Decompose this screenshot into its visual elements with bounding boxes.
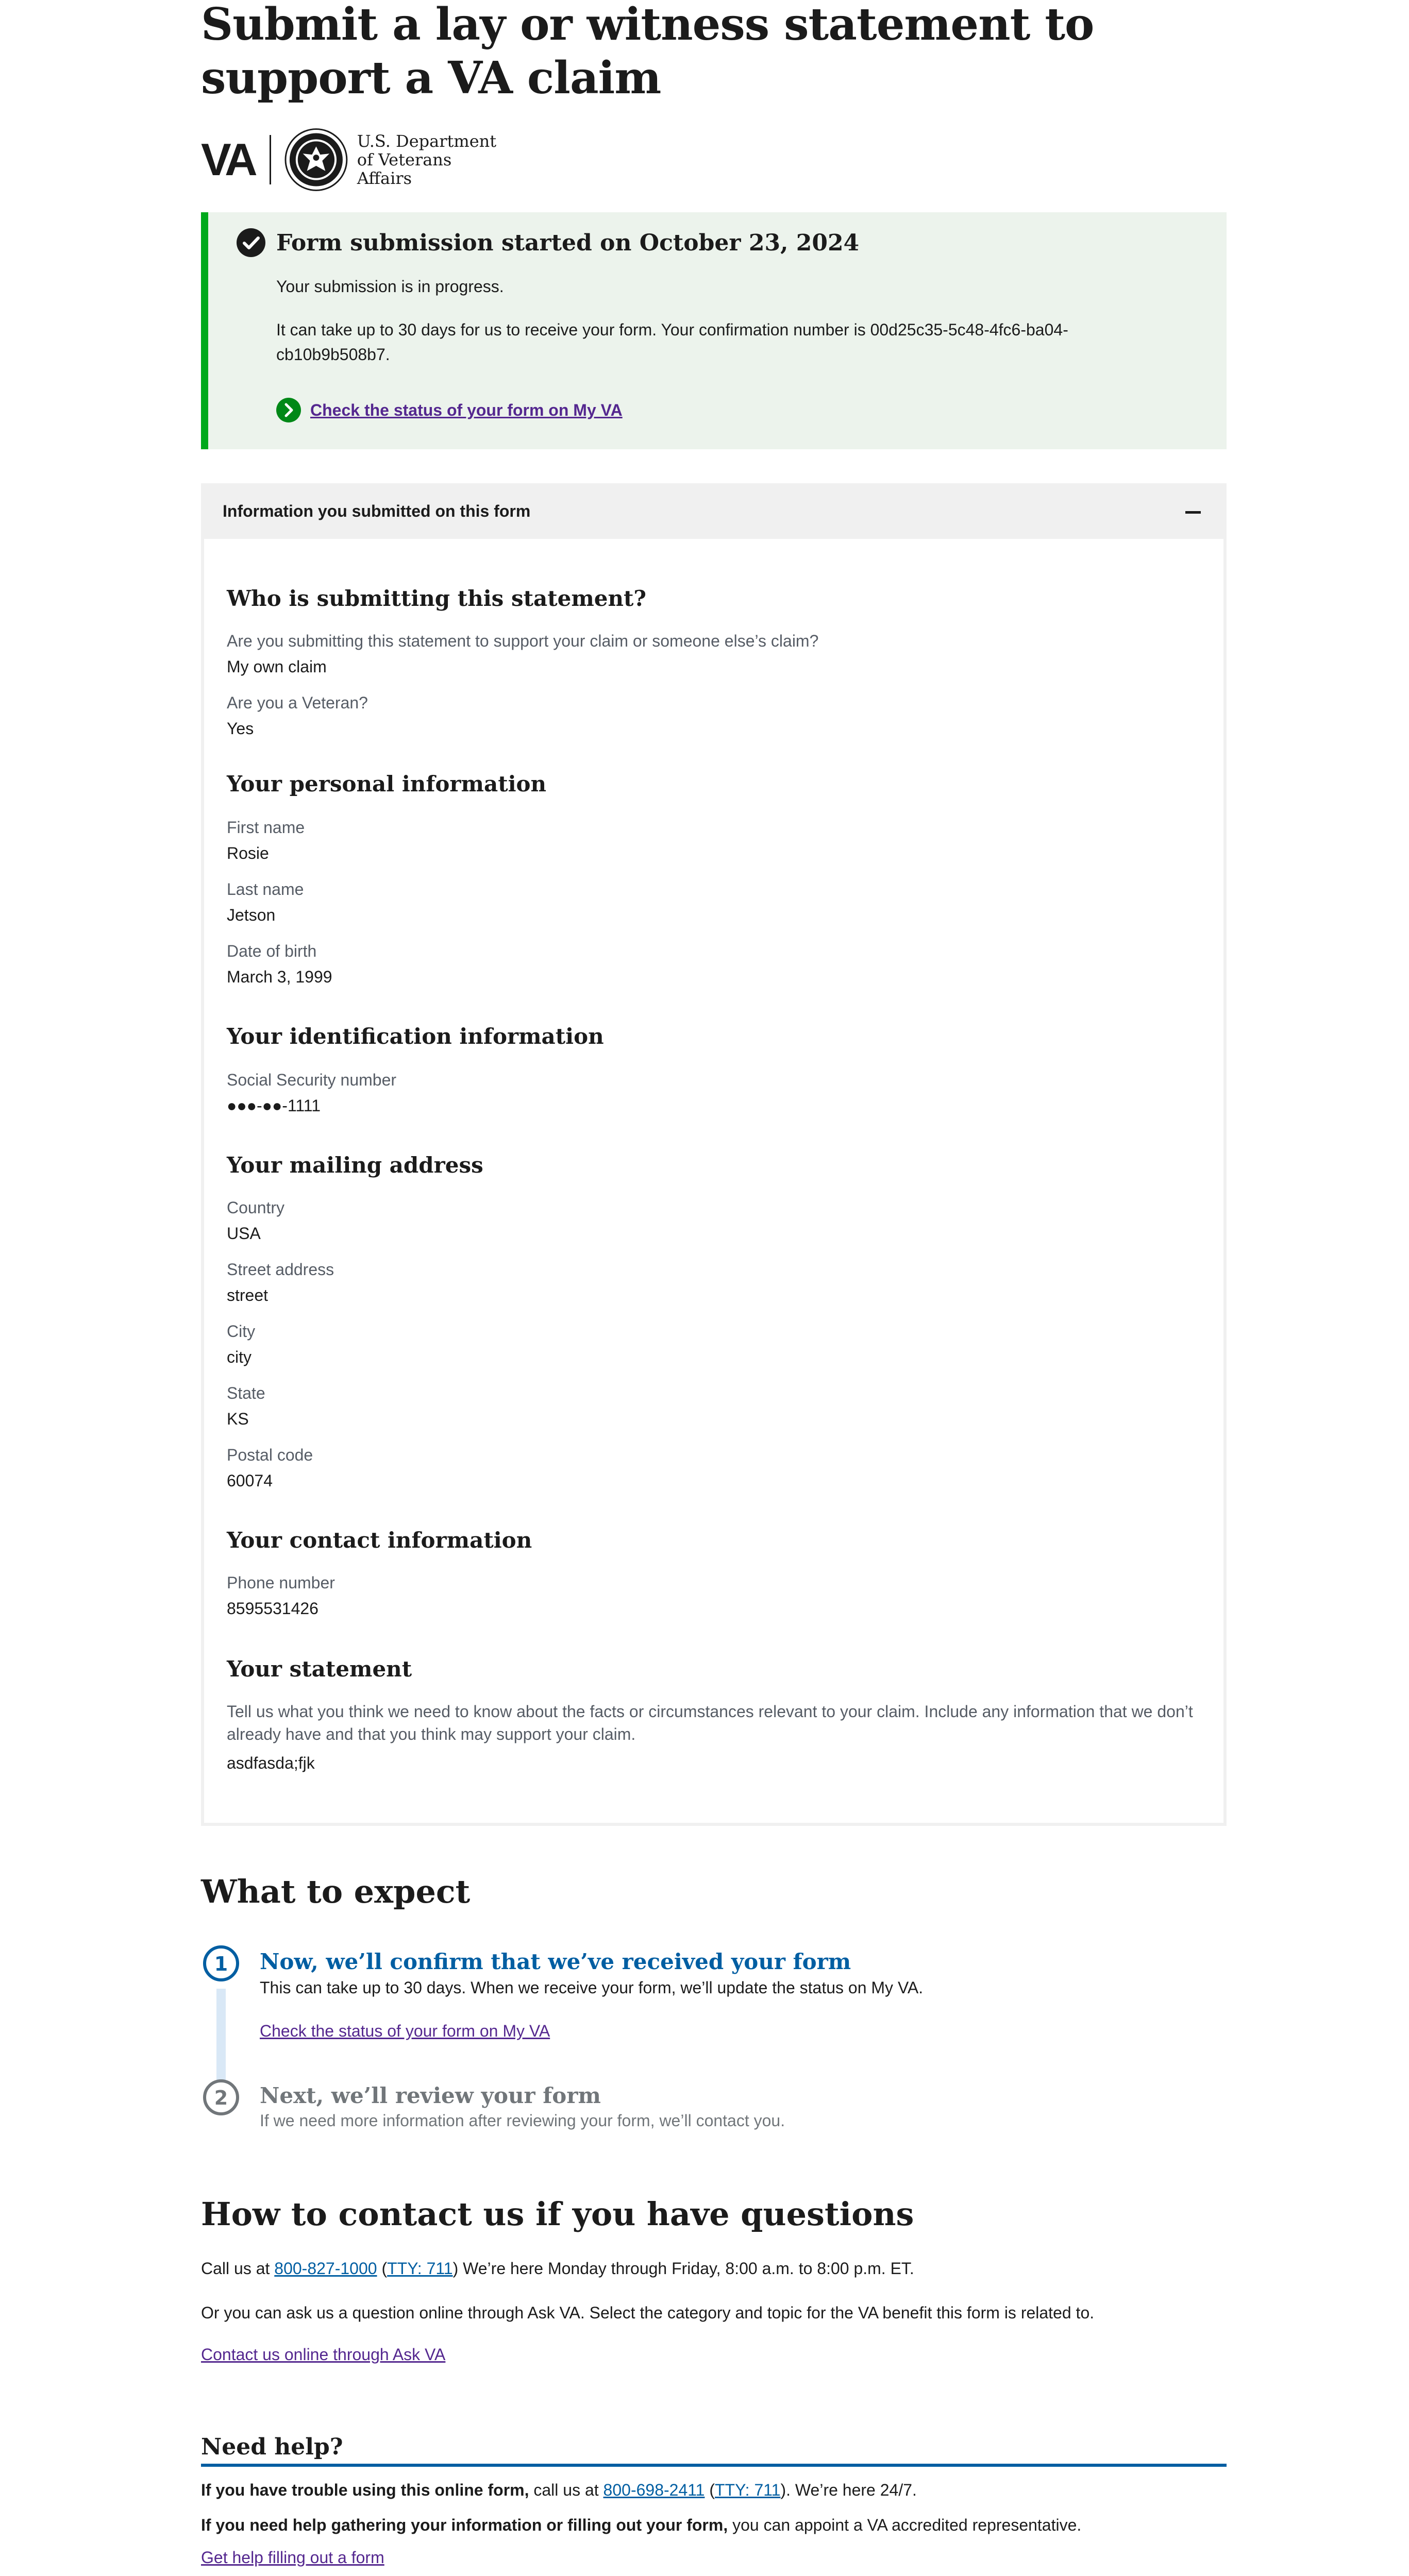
who-question-2: Are you a Veteran? (227, 693, 368, 712)
check-status-link[interactable]: Check the status of your form on My VA (310, 400, 623, 419)
arrow-right-circle-icon (276, 398, 301, 422)
step-1-number: 1 (203, 1945, 239, 1981)
section-contact-heading: Your contact information (227, 1528, 532, 1553)
dept-name (357, 132, 510, 188)
va-logo-mark: VA (201, 134, 255, 185)
va-seal-icon (284, 128, 348, 192)
street-label: Street address (227, 1260, 334, 1279)
rep-bold: If you need help gathering your information or filling out your form, (201, 2516, 728, 2534)
ask-va-link[interactable]: Contact us online through Ask VA (201, 2345, 446, 2364)
dob-value: March 3, 1999 (227, 968, 332, 986)
postal-label: Postal code (227, 1446, 313, 1464)
submitted-info-accordion (201, 483, 1227, 1826)
call-hours: We’re here Monday through Friday, 8:00 a.m. to 8:00 p.m. ET. (458, 2259, 914, 2278)
what-to-expect-heading: What to expect (201, 1873, 471, 1910)
last-name-value: Jetson (227, 906, 276, 924)
need-help-call-line: If you have trouble using this online form, call us at 800-698-2411 (TTY: 711). We’re here 24/7. (201, 2481, 917, 2499)
statement-value: asdfasda;fjk (227, 1754, 315, 1772)
section-statement-heading: Your statement (227, 1656, 412, 1682)
success-alert (201, 212, 1227, 449)
who-answer-1: My own claim (227, 657, 327, 676)
accordion-header[interactable] (204, 486, 1223, 539)
need-help-heading: Need help? (201, 2434, 343, 2460)
rep-rest: you can appoint a VA accredited representative. (728, 2516, 1082, 2534)
section-personal-heading: Your personal information (227, 771, 547, 796)
alert-heading: Form submission started on October 23, 2024 (276, 230, 860, 256)
last-name-label: Last name (227, 880, 304, 899)
need-help-rep-line (201, 2513, 1227, 2537)
alert-details: It can take up to 30 days for us to receive your form. Your confirmation number is 00d25c35-5c48-4fc6-ba04-cb10b9b508b7. (276, 320, 1068, 364)
alert-status: Your submission is in progress. (276, 277, 504, 296)
ask-va-description: Or you can ask us a question online through Ask VA. Select the category and topic for the VA benefit this form is related to. (201, 2303, 1095, 2322)
va-phone-link[interactable]: 800-827-1000 (274, 2259, 377, 2278)
country-value: USA (227, 1224, 261, 1243)
call-prefix: Call us at (201, 2259, 275, 2278)
process-connector (216, 1989, 226, 2081)
help-tty-link[interactable]: TTY: 711 (715, 2481, 781, 2499)
first-name-value: Rosie (227, 844, 269, 862)
contact-heading: How to contact us if you have questions (201, 2195, 914, 2233)
first-name-label: First name (227, 818, 305, 837)
state-label: State (227, 1384, 265, 1402)
alert-action-link[interactable] (276, 398, 623, 422)
ssn-label: Social Security number (227, 1071, 397, 1089)
phone-label: Phone number (227, 1573, 335, 1592)
page-title: Submit a lay or witness statement to support a VA claim (201, 0, 1094, 104)
trouble-end: . We’re here 24/7. (786, 2481, 917, 2499)
va-tty-link[interactable]: TTY: 711 (387, 2259, 453, 2278)
dept-line-2: of Veterans Affairs (357, 150, 452, 188)
collapse-icon (1185, 511, 1201, 514)
trouble-bold: If you have trouble using this online form, (201, 2481, 529, 2499)
dept-line-1: U.S. Department (357, 131, 497, 151)
step-1-heading: Now, we’ll confirm that we’ve received your form (260, 1949, 851, 1974)
contact-call-line: Call us at 800-827-1000 (TTY: 711) We’re here Monday through Friday, 8:00 a.m. to 8:00 p.m. ET. (201, 2259, 914, 2278)
postal-value: 60074 (227, 1471, 273, 1490)
section-mailing-heading: Your mailing address (227, 1153, 483, 1178)
step-2-number: 2 (203, 2079, 239, 2115)
street-value: street (227, 1286, 269, 1304)
va-logo (201, 124, 510, 196)
check-circle-icon (236, 228, 266, 258)
step-2-heading: Next, we’ll review your form (260, 2083, 601, 2108)
who-answer-2: Yes (227, 719, 254, 738)
step-1-text: This can take up to 30 days. When we receive your form, we’ll update the status on My VA. (260, 1978, 924, 1997)
logo-divider (270, 135, 271, 184)
help-phone-link[interactable]: 800-698-2411 (603, 2481, 705, 2499)
step-1-status-link[interactable]: Check the status of your form on My VA (260, 2022, 550, 2040)
accordion-title: Information you submitted on this form (223, 502, 531, 520)
country-label: Country (227, 1198, 285, 1217)
state-value: KS (227, 1410, 249, 1428)
phone-value: 8595531426 (227, 1599, 318, 1618)
get-help-link[interactable]: Get help filling out a form (201, 2548, 384, 2567)
who-question-1: Are you submitting this statement to support your claim or someone else’s claim? (227, 632, 819, 650)
section-who-heading: Who is submitting this statement? (227, 586, 647, 611)
need-help-divider (201, 2464, 1227, 2467)
section-identification-heading: Your identification information (227, 1024, 604, 1049)
step-2-text: If we need more information after reviewing your form, we’ll contact you. (260, 2111, 785, 2130)
statement-prompt: Tell us what you think we need to know about the facts or circumstances relevant to your claim. Include any information that we don’t already have and that you think may support your claim. (227, 1702, 1193, 1743)
ssn-value: ●●●-●●-1111 (227, 1096, 321, 1115)
dob-label: Date of birth (227, 942, 317, 960)
city-label: City (227, 1322, 256, 1341)
city-value: city (227, 1348, 251, 1366)
trouble-mid: call us at (529, 2481, 603, 2499)
